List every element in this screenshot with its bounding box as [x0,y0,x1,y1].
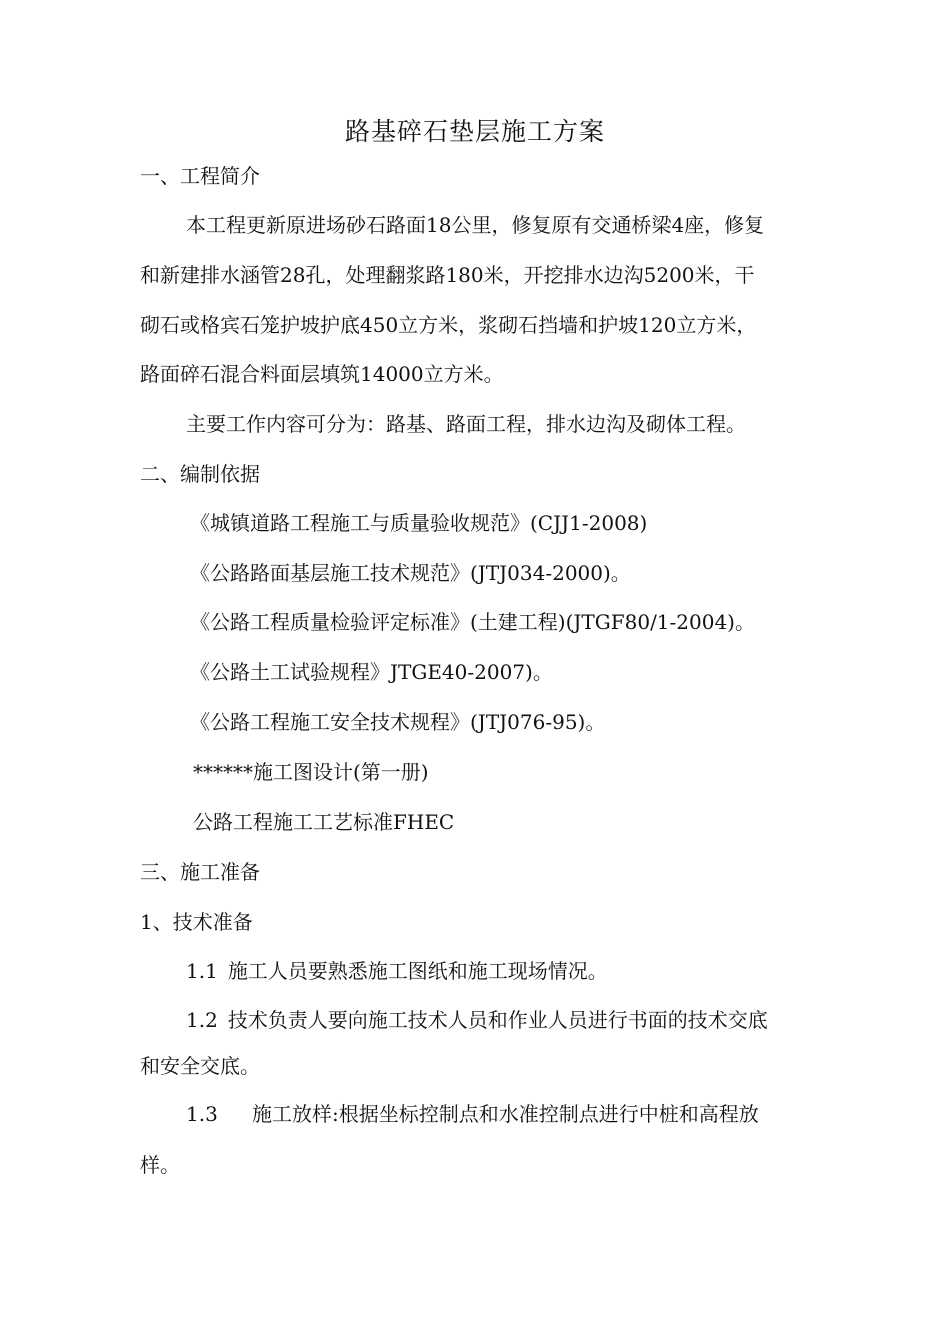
document-title: 路基碎石垫层施工方案 [344,117,605,146]
section-heading-preparation: 三、施工准备 [140,860,260,884]
reference-item: 《公路土工试验规程》JTGE40-2007)。 [190,660,553,684]
overview-paragraph-line: 砌石或格宾石笼护坡护底450立方米，浆砌石挡墙和护坡120立方米， [140,313,757,337]
reference-item: 《公路工程质量检验评定标准》(土建工程)(JTGF80/1-2004)。 [190,610,755,634]
item-text: 施工放样:根据坐标控制点和水准控制点进行中桩和高程放 [252,1102,759,1126]
overview-paragraph-line: 路面碎石混合料面层填筑14000立方米。 [140,362,504,386]
reference-item: 《城镇道路工程施工与质量验收规范》(CJJ1-2008) [190,511,648,535]
reference-item: 《公路工程施工安全技术规程》(JTJ076-95)。 [190,710,606,734]
item-text: 技术负责人要向施工技术人员和作业人员进行书面的技术交底 [227,1008,768,1032]
numbered-item-line [186,955,866,987]
overview-paragraph-line: 本工程更新原进场砂石路面18公里，修复原有交通桥梁4座，修复 [186,213,765,237]
item-number: 1.1 [186,959,218,983]
item-continuation-line: 和安全交底。 [140,1054,260,1078]
item-continuation-line: 样。 [140,1153,180,1177]
numbered-item-line [186,1098,866,1130]
numbered-item-line [186,1004,866,1036]
item-text: 施工人员要熟悉施工图纸和施工现场情况。 [227,959,608,983]
item-number: 1.2 [186,1008,218,1032]
reference-item: ******施工图设计(第一册) [193,760,429,784]
subsection-heading-technical: 1、技术准备 [140,910,253,934]
section-heading-basis: 二、编制依据 [140,462,260,486]
overview-paragraph-line: 和新建排水涵管28孔，处理翻浆路180米，开挖排水边沟5200米，干 [140,263,755,287]
reference-item: 公路工程施工工艺标准FHEC [193,810,455,834]
overview-scope-paragraph: 主要工作内容可分为：路基、路面工程，排水边沟及砌体工程。 [186,412,746,436]
reference-item: 《公路路面基层施工技术规范》(JTJ034-2000)。 [190,561,631,585]
section-heading-overview: 一、工程简介 [140,164,260,188]
item-number: 1.3 [186,1102,218,1126]
